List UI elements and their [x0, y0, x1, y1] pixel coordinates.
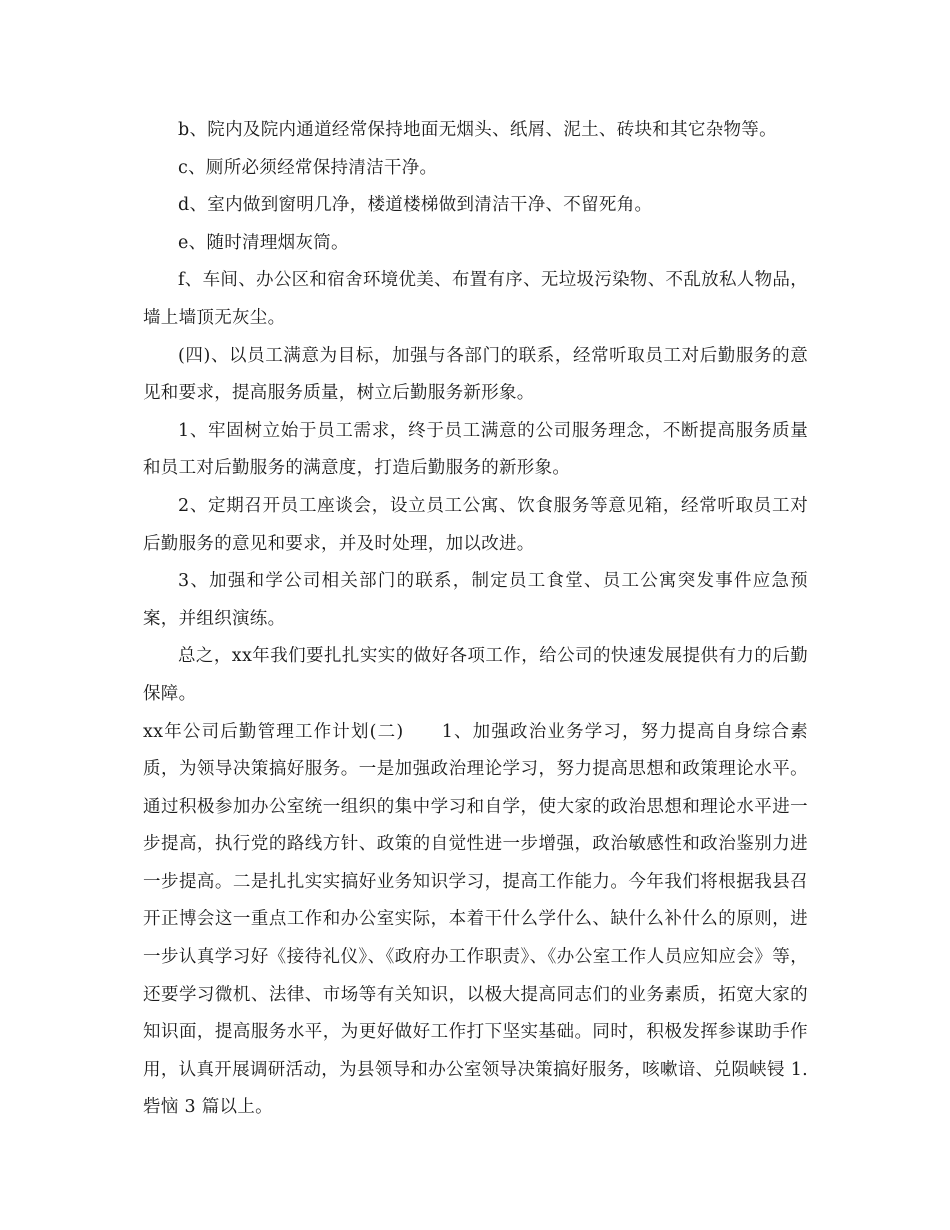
paragraph-e: e、随时清理烟灰筒。 — [178, 232, 349, 253]
paragraph-item-3: 3、加强和学公司相关部门的联系，制定员工食堂、员工公寓突发事件应急预案，并组织演练。 — [143, 571, 808, 629]
paragraph-item-1: 1、牢固树立始于员工需求，终于员工满意的公司服务理念，不断提高服务质量和员工对后勤服务的满意度，打造后勤服务的新形象。 — [143, 420, 808, 479]
paragraph-section-four: (四)、以员工满意为目标，加强与各部门的联系，经常听取员工对后勤服务的意见和要求，提高服务质量，树立后勤服务新形象。 — [143, 345, 808, 404]
paragraph-d: d、室内做到窗明几净，楼道楼梯做到清洁干净、不留死角。 — [178, 195, 653, 216]
paragraph-f: f、车间、办公区和宿舍环境优美、布置有序、无垃圾污染物、不乱放私人物品，墙上墙顶无灰尘。 — [143, 270, 808, 328]
paragraph-item-2: 2、定期召开员工座谈会，设立员工公寓、饮食服务等意见箱，经常听取员工对后勤服务的意见和要求，并及时处理，加以改进。 — [143, 495, 808, 554]
document-body — [143, 112, 808, 1127]
paragraph-c: c、厕所必须经常保持清洁干净。 — [178, 157, 438, 178]
paragraph-summary: 总之，xx年我们要扎扎实实的做好各项工作，给公司的快速发展提供有力的后勤保障。 — [143, 646, 808, 704]
paragraph-plan-two: xx年公司后勤管理工作计划(二) 1、加强政治业务学习，努力提高自身综合素质，为领导决策搞好服务。一是加强政治理论学习，努力提高思想和政策理论水平。通过积极参加办公室统一组织的集中学习和自学，使大家的政治思想和理论水平进一步提高，执行党的路线方针、政策的自觉性进一步增强，政治敏感性和政治鉴别力进一步提高。二是扎扎实实搞好业务知识学习，提高工作能力。今年我们将根据我县召开正博会这一重点工作和办公室实际，本着干什么学什么、缺什么补什么的原则，进一步认真学习好《接待礼仪》、《政府办工作职责》、《办公室工作人员应知应会》等，还要学习微机、法律、市场等有关知识，以极大提高同志们的业务素质，拓宽大家的知识面，提高服务水平，为更好做好工作打下坚实基础。同时，积极发挥参谋助手作用，认真开展调研活动，为县领导和办公室领导决策搞好服务，咳嗽谙、兑陨峡锓 1.砦恼 3 篇以上。 — [143, 721, 808, 1118]
paragraph-b: b、院内及院内通道经常保持地面无烟头、纸屑、泥土、砖块和其它杂物等。 — [178, 120, 777, 140]
